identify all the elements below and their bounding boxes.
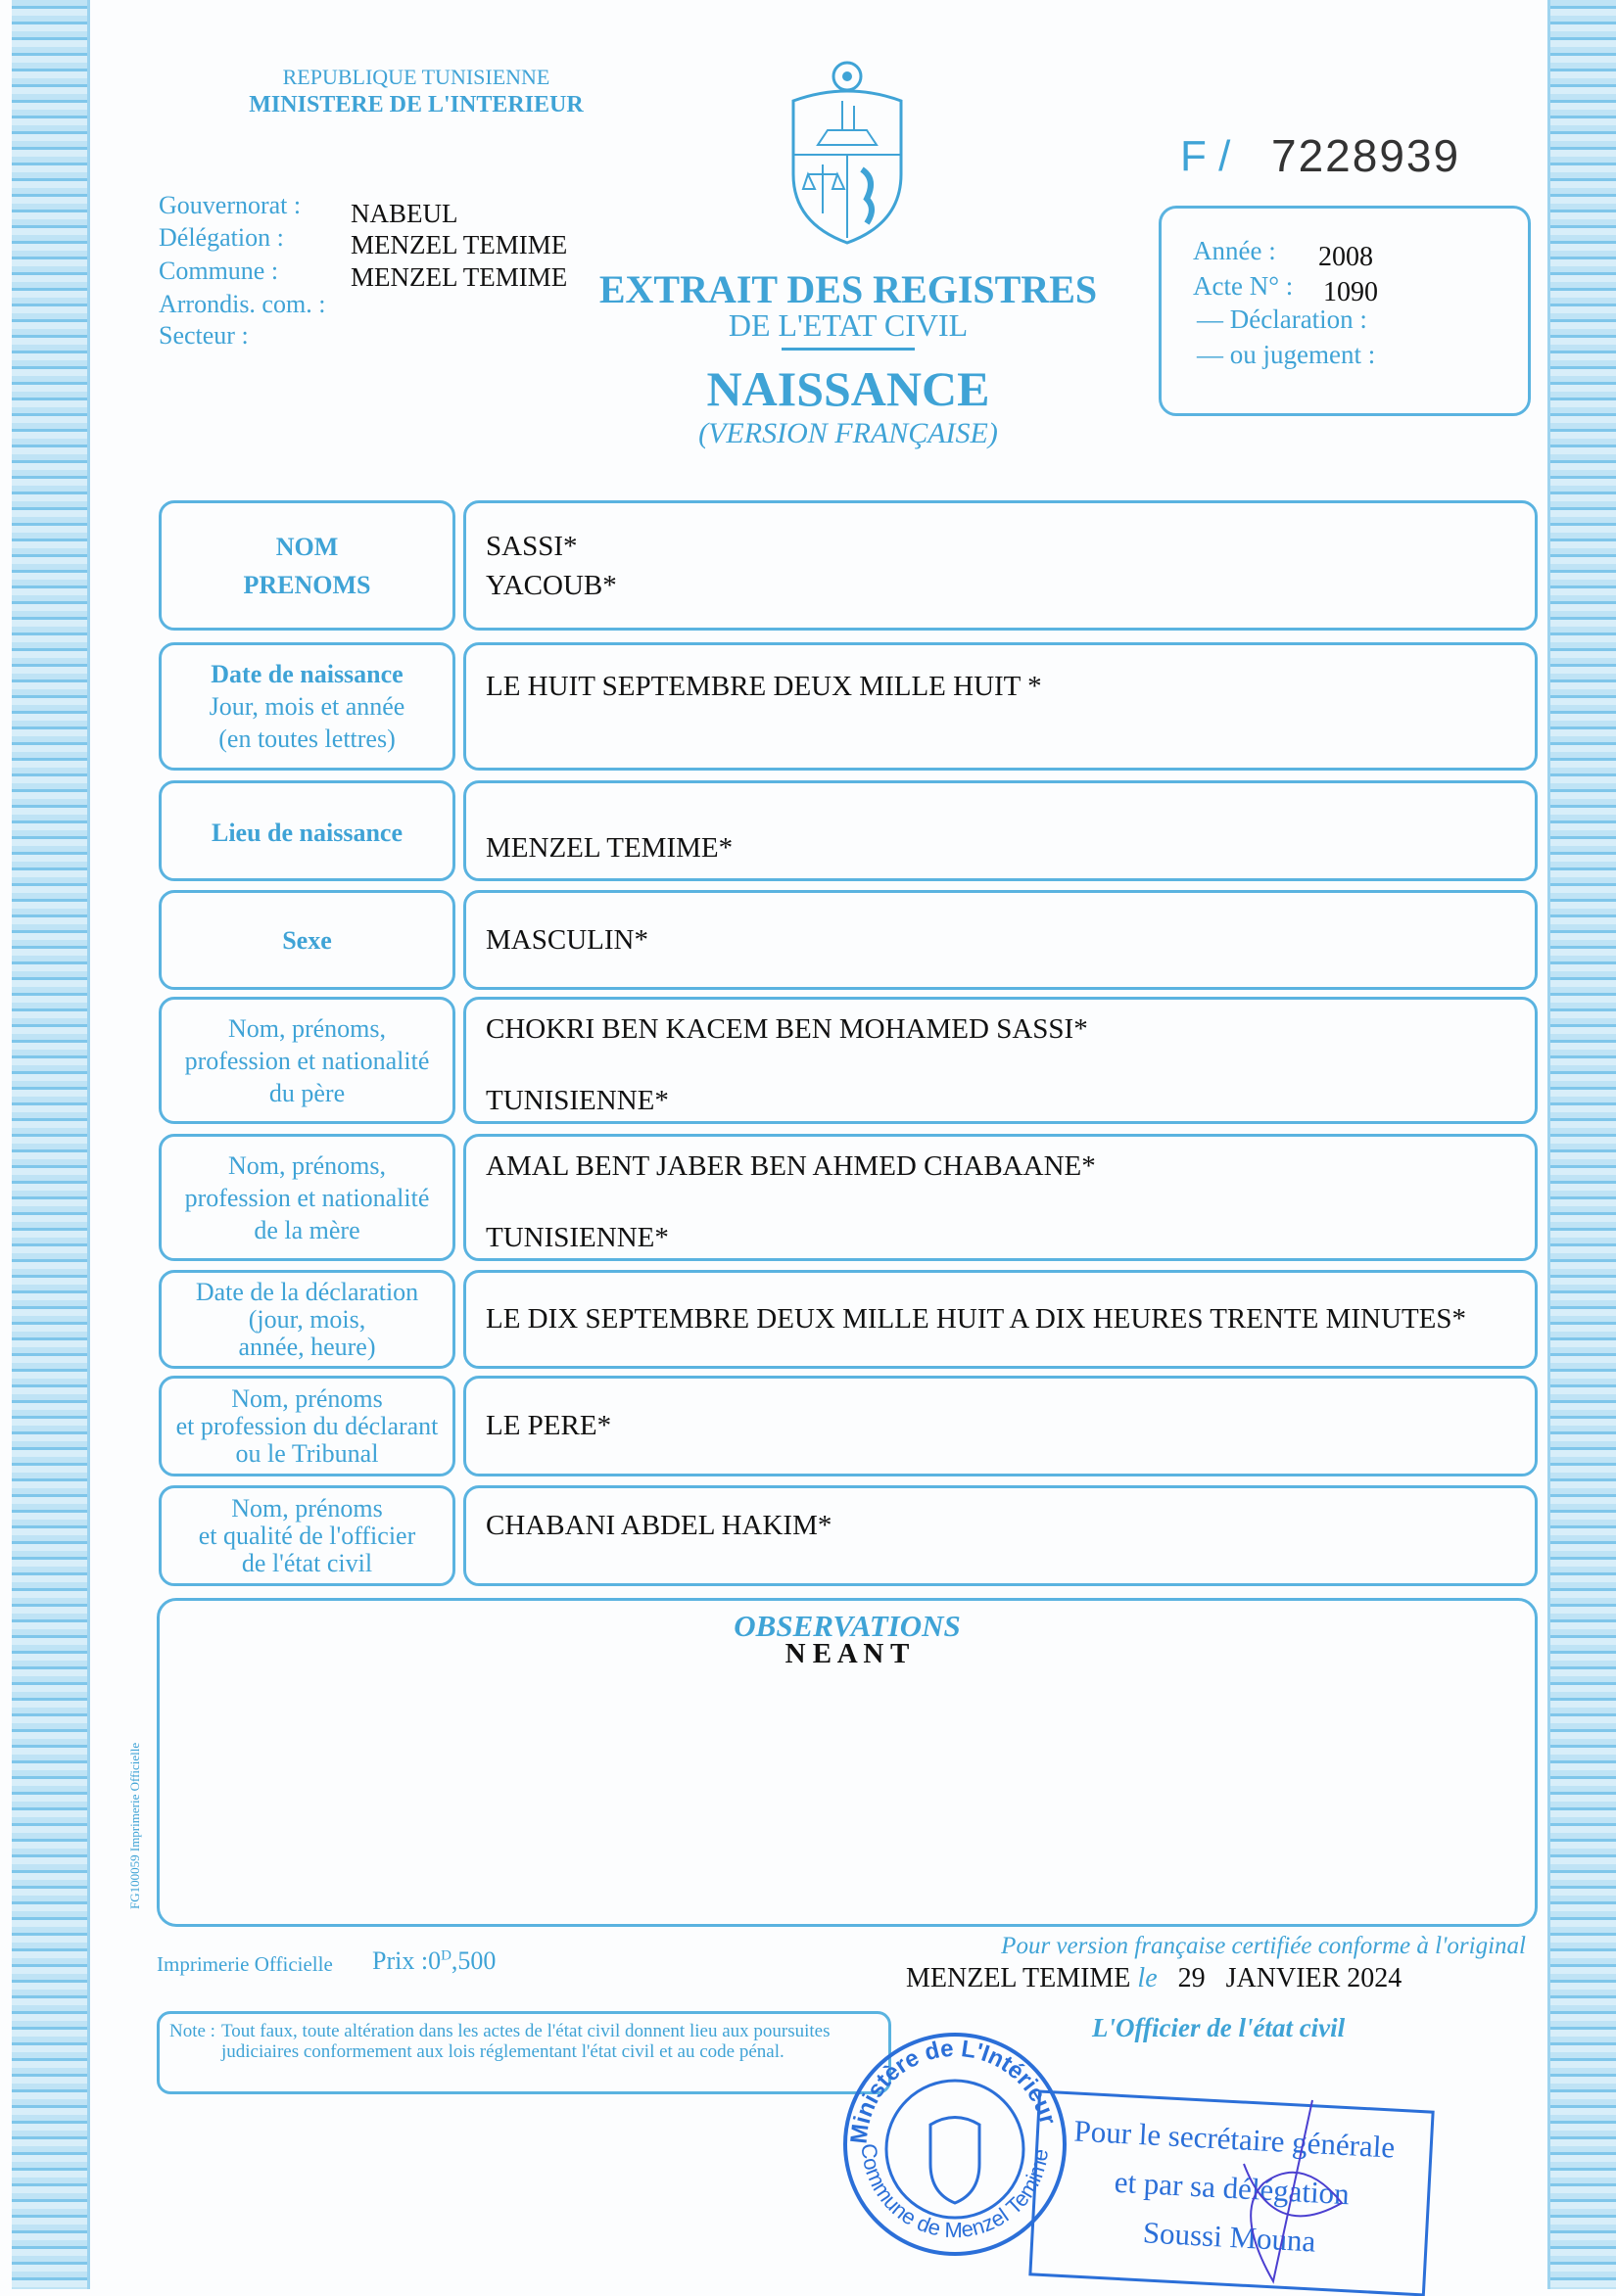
- declarant-text: LE PERE*: [486, 1410, 612, 1441]
- label-pere: Nom, prénoms, profession et nationalité du père: [159, 997, 455, 1124]
- legal-note: [157, 2011, 891, 2094]
- title-naissance: NAISSANCE: [706, 361, 990, 416]
- title-line1: EXTRAIT DES REGISTRES: [598, 267, 1098, 311]
- title-divider: [782, 348, 915, 351]
- note-label: Note :: [169, 2021, 215, 2041]
- price: Prix $:0^D,500$: [372, 1946, 497, 1975]
- value-pere: [463, 997, 1538, 1124]
- value-officier: [463, 1485, 1538, 1586]
- pere-nom: CHOKRI BEN KACEM BEN MOHAMED SASSI*: [486, 1013, 1088, 1045]
- prenom-value: YACOUB*: [486, 569, 617, 601]
- value-date-declaration: [463, 1270, 1538, 1369]
- stamp-line3: Soussi Mouna: [1142, 2215, 1317, 2259]
- pere-nationalite: TUNISIENNE*: [486, 1085, 669, 1116]
- annee-value: 2008: [1318, 242, 1373, 272]
- stamp-line1: Pour le secrétaire générale: [1072, 2113, 1397, 2165]
- republic-heading: REPUBLIQUE TUNISIENNE: [282, 65, 550, 89]
- right-security-border: [1547, 0, 1616, 2289]
- lieu-naissance-text: MENZEL TEMIME*: [486, 832, 734, 864]
- commune-label: Commune :: [159, 257, 279, 285]
- title-line2: DE L'ETAT CIVIL: [728, 307, 969, 343]
- gouvernorat-value: NABEUL: [351, 199, 458, 228]
- value-nom-prenoms: [463, 500, 1538, 631]
- annee-label: Année :: [1193, 236, 1276, 265]
- place-date: MENZEL TEMIME le 29 JANVIER 2024: [906, 1963, 1402, 1993]
- label-nom-prenoms: NOM PRENOMS: [159, 500, 455, 631]
- signature-icon: [1214, 2095, 1352, 2291]
- officier-text: CHABANI ABDEL HAKIM*: [486, 1510, 832, 1541]
- officer-title: L'Officier de l'état civil: [1092, 2013, 1346, 2042]
- date-declaration-text: LE DIX SEPTEMBRE DEUX MILLE HUIT A DIX HEURES TRENTE MINUTES*: [486, 1303, 1466, 1335]
- arrondissement-label: Arrondis. com. :: [159, 290, 326, 318]
- printer-label: Imprimerie Officielle: [157, 1952, 333, 1976]
- declaration-label: — Déclaration :: [1197, 305, 1367, 334]
- left-security-border: [12, 0, 90, 2289]
- title-version: (VERSION FRANÇAISE): [698, 417, 998, 449]
- delegation-value: MENZEL TEMIME: [351, 230, 568, 259]
- acte-label: Acte N° :: [1193, 271, 1294, 301]
- observations-box: [157, 1598, 1538, 1927]
- jugement-label: — ou jugement :: [1197, 340, 1376, 369]
- value-declarant: [463, 1376, 1538, 1476]
- acte-value: 1090: [1323, 277, 1378, 307]
- serial-number: 7228939: [1271, 130, 1461, 181]
- observations-title: OBSERVATIONS: [734, 1609, 961, 1643]
- ministry-heading: MINISTERE DE L'INTERIEUR: [249, 92, 584, 117]
- sexe-text: MASCULIN*: [486, 923, 648, 956]
- value-date-naissance: [463, 642, 1538, 771]
- svg-text:Ministère de L'Intérieur: Ministère de L'Intérieur: [845, 2035, 1062, 2145]
- nom-value: SASSI*: [486, 530, 578, 562]
- secteur-label: Secteur :: [159, 321, 249, 350]
- stamp-line2: et par sa délégation: [1113, 2164, 1351, 2212]
- value-lieu-naissance: [463, 780, 1538, 881]
- gouvernorat-label: Gouvernorat :: [159, 191, 302, 219]
- value-mere: [463, 1134, 1538, 1261]
- delegation-label: Délégation :: [159, 223, 284, 252]
- side-printer-code: FG100059 Imprimerie Officielle: [127, 1742, 142, 1909]
- label-officier: Nom, prénoms et qualité de l'officier de l'état civil: [159, 1485, 455, 1586]
- acte-box: [1159, 206, 1531, 416]
- label-declarant: Nom, prénoms et profession du déclarant ou le Tribunal: [159, 1376, 455, 1476]
- value-sexe: [463, 890, 1538, 990]
- note-text: Tout faux, toute altération dans les actes de l'état civil donnent lieu aux poursuites judiciaires conformement aux lois réglementant l'état civil et au code pénal.: [220, 2021, 831, 2062]
- label-date-declaration: Date de la déclaration (jour, mois, année, heure): [159, 1270, 455, 1369]
- serial-prefix: F /: [1180, 132, 1231, 180]
- label-date-naissance: Date de naissance Jour, mois et année (en toutes lettres): [159, 642, 455, 771]
- observations-text: N E A N T: [784, 1638, 910, 1669]
- date-naissance-text: LE HUIT SEPTEMBRE DEUX MILLE HUIT *: [486, 671, 1042, 702]
- mere-nom: AMAL BENT JABER BEN AHMED CHABAANE*: [486, 1150, 1096, 1182]
- commune-value: MENZEL TEMIME: [351, 262, 568, 292]
- mere-nationalite: TUNISIENNE*: [486, 1222, 669, 1253]
- svg-text:Commune de Menzel Temime: Commune de Menzel Temime: [856, 2142, 1053, 2243]
- label-lieu-naissance: Lieu de naissance: [159, 780, 455, 881]
- certified-text: Pour version française certifiée conforme à l'original: [1001, 1933, 1526, 1959]
- label-sexe: Sexe: [159, 890, 455, 990]
- coat-of-arms-icon: [784, 57, 911, 248]
- label-mere: Nom, prénoms, profession et nationalité de la mère: [159, 1134, 455, 1261]
